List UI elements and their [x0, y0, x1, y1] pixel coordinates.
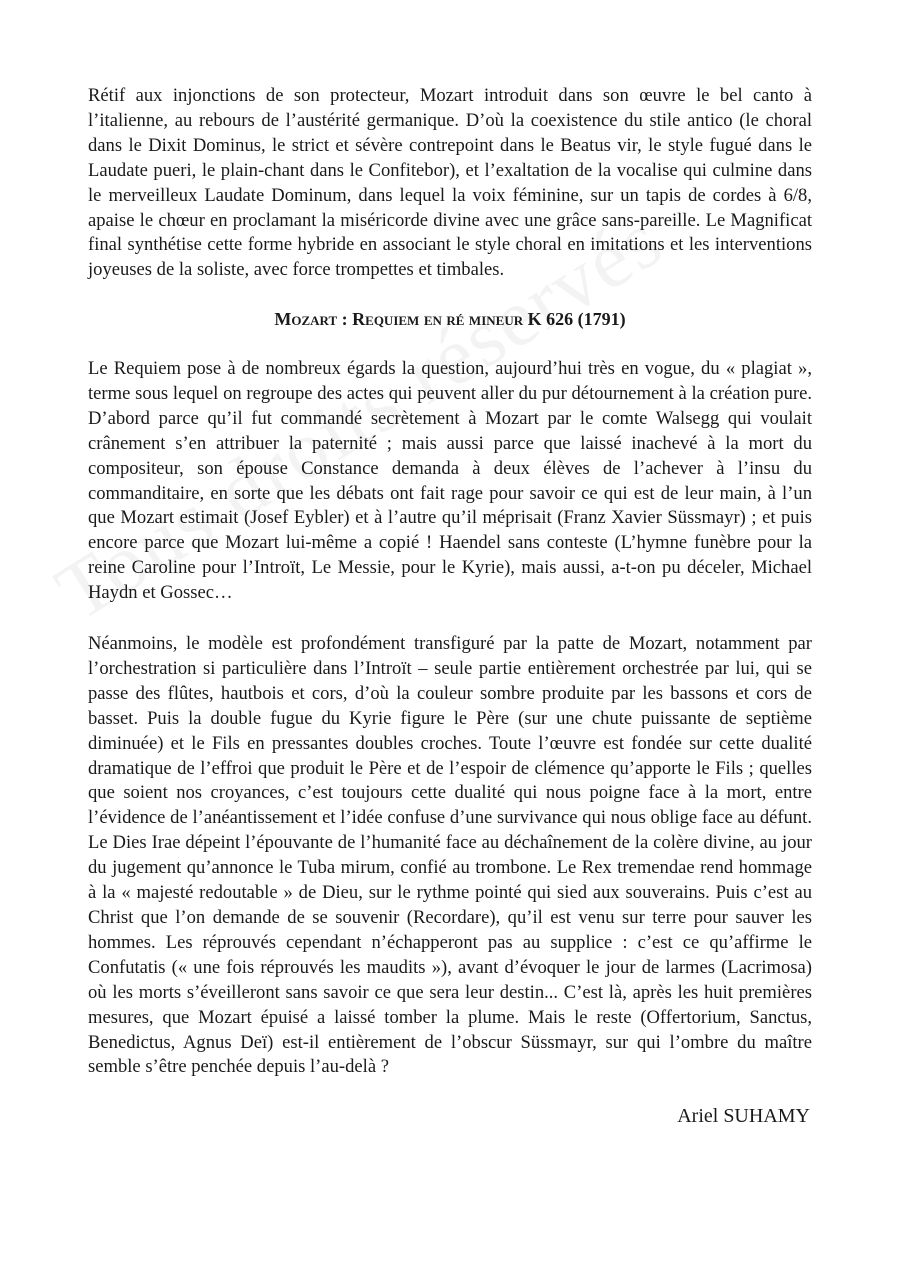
paragraph-requiem-analysis: Néanmoins, le modèle est profondément transfiguré par la patte de Mozart, notamment par l’orchestration si particulière dans l’Introït – seule partie entièrement orchestrée par lui, qui se passe des flûtes, hautbois et cors, d’où la couleur sombre produite par les bassons et cors de basset. Puis la double fugue du Kyrie figure le Père (sur une chute puissante de septième diminuée) et le Fils en pressantes doubles croches. Toute l’œuvre est fondée sur cette dualité dramatique de l’effroi que produit le Père et de l’espoir de clémence qu’apporte le Fils ; quelles que soient nos croyances, c’est toujours cette dualité qui nous poigne face à la mort, entre l’évidence de l’anéantissement et l’idée confuse d’une survivance qui nous oblige face au défunt. Le Dies Irae dépeint l’épouvante de l’humanité face au déchaînement de la colère divine, au jour du jugement qu’annonce le Tuba mirum, confié au trombone. Le Rex tremendae rend hommage à la « majesté redoutable » de Dieu, sur le rythme pointé qui sied aux souverains. Puis c’est au Christ que l’on demande de se souvenir (Recordare), qu’il est venu sur terre pour sauver les hommes. Les réprouvés cependant n’échapperont pas au supplice : c’est ce qu’affirme le Confutatis (« une fois réprouvés les maudits »), avant d’évoquer le jour de larmes (Lacrimosa) où les morts s’éveilleront sans savoir ce que sera leur destin... C’est là, après les huit premières mesures, que Mozart épuisé a laissé tomber la plume. Mais le reste (Offertorium, Sanctus, Benedictus, Agnus Deï) est-il entièrement de l’obscur Süssmayr, sur qui l’ombre du maître semble s’être penchée depuis l’au-delà ? — [88, 633, 812, 1078]
paragraph-requiem-plagiat: Le Requiem pose à de nombreux égards la question, aujourd’hui très en vogue, du « plagiat », terme sous lequel on regroupe des actes qui peuvent aller du pur détournement à la création pure. D’abord parce qu’il fut commandé secrètement à Mozart par le comte Walsegg qui voulait crânement s’en attribuer la paternité ; mais aussi parce que laissé inachevé à la mort du compositeur, son épouse Constance demanda à deux élèves de l’achever à l’insu du commanditaire, en sorte que les débats ont fait rage pour savoir ce qui est de leur main, à l’un que Mozart estimait (Josef Eybler) et à l’autre qu’il méprisait (Franz Xavier Süssmayr) ; et puis encore parce que Mozart lui-même a copié ! Haendel sans conteste (L’hymne funèbre pour la reine Caroline pour l’Introït, Le Messie, pour le Kyrie), mais aussi, a-t-on pu déceler, Michael Haydn et Gossec… — [88, 358, 812, 604]
section-heading-requiem: Mozart : Requiem en ré mineur K 626 (1791) — [274, 309, 626, 329]
author-signature: Ariel SUHAMY — [677, 1105, 810, 1127]
paragraph-vespers: Rétif aux injonctions de son protecteur, Mozart introduit dans son œuvre le bel canto à l’italienne, au rebours de l’austérité germanique. D’où la coexistence du stile antico (le choral dans le Dixit Dominus, le strict et sévère contrepoint dans le Beatus vir, le style fugué dans le Laudate pueri, le plain-chant dans le Confitebor), et l’exaltation de la vocalise qui culmine dans le merveilleux Laudate Dominum, dans lequel la voix féminine, sur un tapis de cordes à 6/8, apaise le chœur en proclamant la miséricorde divine avec une grâce sans-pareille. Le Magnificat final synthétise cette forme hybride en associant le style choral en imitations et les interventions joyeuses de la soliste, avec force trompettes et timbales. — [88, 85, 812, 281]
